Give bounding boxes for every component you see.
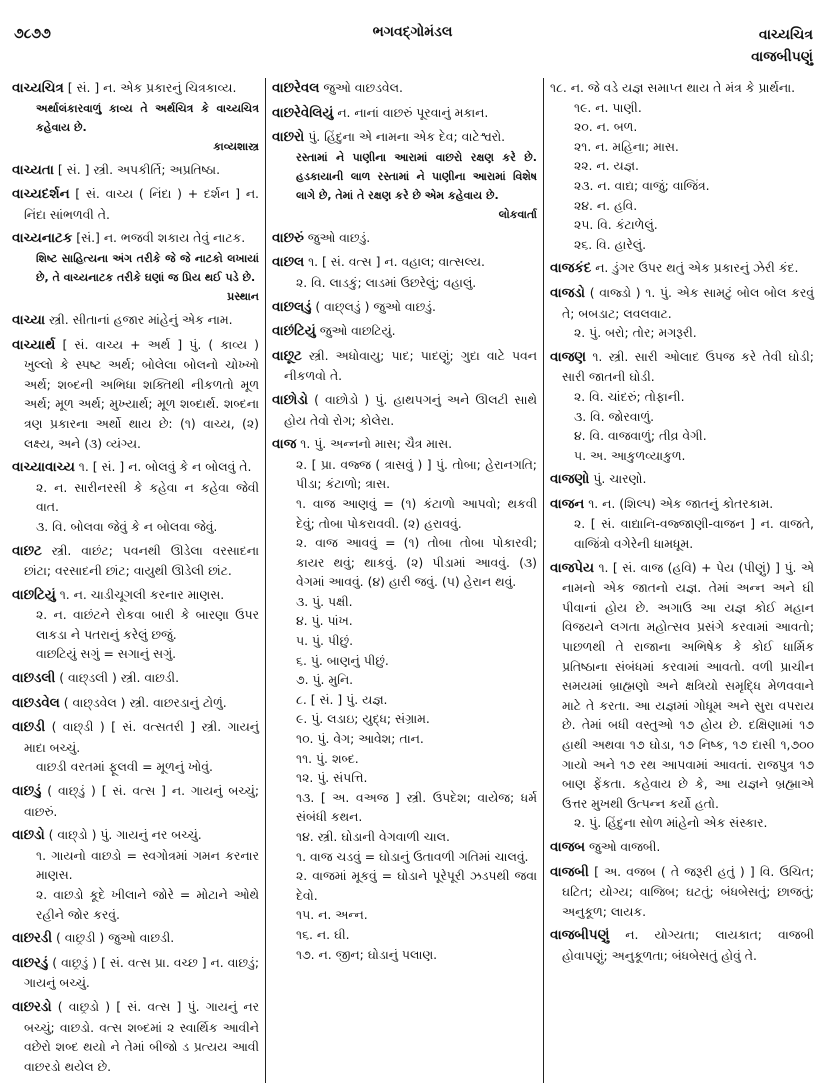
- definition: ૧. ન. ચાડીચૂગલી કરનાર માણસ.: [59, 586, 225, 602]
- sub-definition: ૨૬. વિ. હારેલું.: [574, 236, 647, 252]
- sub-definition: ૯. પું. લડાઇ; યુદ્ધ; સંગ્રામ.: [296, 711, 430, 727]
- definition: [સં.] ન. ભજવી શકાય તેવું નાટક.: [76, 230, 246, 246]
- dictionary-entry: [272, 252, 537, 292]
- dictionary-columns: [6, 78, 820, 1083]
- headword: વાછલ: [272, 255, 305, 271]
- dictionary-entry: [272, 321, 537, 342]
- dictionary-entry: [550, 283, 814, 343]
- definition: ન. ડુંગર ઉપર થતું એક પ્રકારનું ઝેરી કંદ.: [595, 260, 799, 276]
- sub-definition: ૨૪. ન. હવિ.: [574, 197, 638, 213]
- dictionary-entry: [12, 668, 259, 689]
- definition: [ સં. વાચ્ય ( નિંદા ) + દર્શન ] ન. નિંદા સાંભળવી તે.: [24, 186, 259, 222]
- headword: વાજ: [272, 437, 297, 453]
- guide-words: [751, 24, 813, 68]
- dictionary-entry: [272, 297, 537, 318]
- headword: વાછરડું: [12, 955, 49, 971]
- sub-definition: ૨. વિ. લાડકું; લાડમાં ઉછરેલું; વહાલું.: [296, 274, 477, 290]
- dictionary-entry: [12, 693, 259, 714]
- sub-definition: ૨. વાછડો કૂદે ખીલાને જોરે = મોટાને ઓથે રહીને જોર કરવું.: [36, 887, 259, 922]
- headword: વાચ્યદર્શન: [12, 187, 70, 203]
- definition: ૧. પું. અન્નનો માસ; ચૈત્ર માસ.: [300, 436, 453, 452]
- dictionary-entry: [12, 78, 259, 156]
- dictionary-entry: [550, 925, 814, 965]
- headword: વાજકંદ: [550, 261, 592, 277]
- headword: વાછરડી: [12, 931, 53, 947]
- guide-word-first: વાચ્યચિત્ર: [758, 27, 813, 43]
- headword: વાચ્યાર્થ: [12, 337, 56, 353]
- citation-quote: [24, 249, 259, 306]
- quote-text: અર્થાલંકારવાળું કાવ્ય તે અર્થચિત્ર કે વાચ્યચિત્ર કહેવાય છે.: [36, 101, 259, 134]
- headword: વાછડું: [12, 784, 42, 800]
- definition: ૧. [ સં. વાજ (હવિ) + પેય (પીણું) ] પું. એ નામનો એક જાતનો યજ્ઞ. તેમાં અન્ન અને ઘી પીવાનાં હોય છે. અગાઉ આ યજ્ઞ કોઈ મહાન વિજયને લગતા મહોત્સવ પ્રસંગે કરવામાં આવતો; પાછળથી તે રાજાના અભિષેક કે કોઈ ધાર્મિક પ્રતિષ્ઠાના સંબંધમાં કરવામાં આવતો. વળી પ્રાચીન સમયમાં બ્રાહ્મણો અને ક્ષત્રિયો સમૃદ્ધિ મેળવવાને માટે તે કરતા. આ યજ્ઞમાં ગોધૂમ અને સુરા વપરાય છે. તેમાં બધી વસ્તુઓ ૧૭ હોય છે. દક્ષિણામાં ૧૭ હાથી અથવા ૧૭ ઘોડા, ૧૭ નિષ્ક, ૧૭ દાસી ૧,૭૦૦ ગાયો અને ૧૭ રથ આપવામાં આવતાં. રાજપુત્ર ૧૭ બાણ ફેંકતા. કહેવાય છે કે, આ યજ્ઞને બ્રહ્માએ ઉત્તર મુખથી ઉત્પન્ન કર્યો હતો.: [562, 559, 814, 811]
- sub-definition: ૨. [ સં. વાદ્યાનિ-વજ્જાણી-વાજન ] ન. વાજતે, વાજિંત્રો વગેરેની ધામધૂમ.: [574, 516, 814, 552]
- dictionary-entry: [12, 717, 259, 777]
- sub-definition: ૩. વિ. જોરવાળું.: [574, 408, 655, 424]
- sub-definition: ૪. પું. પાંખ.: [296, 613, 353, 629]
- page-header: [0, 22, 825, 72]
- dictionary-entry: [272, 390, 537, 430]
- headword: વાજન: [550, 496, 585, 512]
- sub-definition: ૧. વાજ ચડવું = ઘોડાનું ઉતાવળી ગતિમાં ચાલવું.: [296, 848, 529, 864]
- dictionary-entry: [12, 228, 259, 306]
- dictionary-entry: [272, 103, 537, 124]
- headword: વાચ્યા: [12, 312, 46, 328]
- page-number: ૭૮૭૭: [14, 26, 51, 42]
- sub-definition: ૨. ન. વાછંટને રોકવા બારી કે બારણા ઉપર લાકડા ને પતરાનું કરેલું છજું.: [36, 607, 259, 642]
- quote-text: રસ્તામાં ને પાણીના આરામાં વાછરો રક્ષણ કરે છે. હડકાયાની લાળ રસ્તામાં ને પાણીના આરામાં વિશેષ લાગે છે, તેમાં તે રક્ષણ કરે છે એમ કહેવાય છે.: [296, 150, 537, 202]
- definition: જુઓ વાછડવેલ.: [323, 80, 403, 95]
- dictionary-entry: [272, 127, 537, 224]
- sub-definition: ૫. પું. પીછું.: [296, 633, 354, 649]
- headword: વાચ્યનાટક: [12, 231, 73, 247]
- definition: જુઓ વાછટિયું.: [319, 323, 396, 339]
- headword: વાજબીપણું: [550, 928, 610, 944]
- definition: ( વાછ્ડલી ) સ્ત્રી. વાછડી.: [59, 670, 180, 686]
- dictionary-entry: [12, 160, 259, 181]
- citation-source: લોકવાર્તા: [498, 207, 537, 221]
- sub-definition: ૧૩. [ અ. વઅજ ] સ્ત્રી. ઉપદેશ; વાયેજ; ધર્મ સંબંધી કથન.: [296, 789, 537, 825]
- sub-definition: ૨૦. ન. બળ.: [574, 119, 638, 135]
- headword: વાછરો: [272, 130, 305, 146]
- headword: વાજબી: [550, 864, 589, 880]
- headword: વાછરેવેલિયું: [272, 105, 334, 121]
- headword: વાછલડું: [272, 299, 312, 315]
- definition: ( વાછોડો ) પું. હાથપગનું અને ઊલટી સાથે હોય તેવો રોગ; કોલેરા.: [284, 391, 537, 428]
- dictionary-entry: [272, 346, 537, 386]
- dictionary-entry: [12, 997, 259, 1076]
- definition: પું. ચારણો.: [593, 471, 647, 487]
- sub-definition: ૧૫. ન. અન્ન.: [296, 907, 368, 923]
- definition: ૧. સ્ત્રી. સારી ઓલાદ ઉપજ કરે તેવી ઘોડી; સારી જાતની ઘોડી.: [562, 348, 814, 385]
- citation-source: પ્રસ્થાન: [227, 289, 259, 303]
- dictionary-entry: [550, 347, 814, 466]
- definition: સ્ત્રી. સીતાનાં હજાર માંહેનું એક નામ.: [49, 311, 233, 327]
- dictionary-entry: [12, 457, 259, 536]
- citation-quote: [24, 99, 259, 156]
- dictionary-entry: [12, 541, 259, 581]
- dictionary-entry: [12, 585, 259, 664]
- book-title: ભગવદ્ગોમંડલ: [372, 24, 453, 40]
- quote-text: શિષ્ટ સાહિત્યના અંગ તરીકે જે જે નાટકો લખાયાં છે, તે વાચ્યનાટક તરીકે ઘણાં જ પ્રિય થઈ પડે છે.: [36, 251, 259, 284]
- definition: જુઓ વાછડું.: [307, 229, 371, 245]
- dictionary-entry: [12, 953, 259, 993]
- headword: વાછંટિયું: [272, 324, 316, 340]
- definition: સ્ત્રી. વાછંટ; પવનથી ઊડેલા વરસાદના છાંટા; વરસાદની છાંટ; વાયુથી ઊડેલી છાંટ.: [24, 542, 259, 579]
- definition: ૧. [ સં. વત્સ ] ન. વહાલ; વાત્સલ્ય.: [308, 254, 485, 270]
- dictionary-entry: [550, 558, 814, 833]
- headword: વાછરેવલ: [272, 81, 320, 96]
- dictionary-entry: [550, 469, 814, 490]
- citation-quote: [284, 148, 537, 224]
- headword: વાછટિયું: [12, 587, 56, 603]
- sub-definition: ૨૧. ન. મહિના; માસ.: [574, 138, 679, 154]
- sub-definition: ૨. પું. બરો; તોર; મગરૂરી.: [574, 325, 697, 341]
- headword: વાજડો: [550, 285, 585, 301]
- sub-definition: વાછટિયું સગું = સગાનું સગું.: [36, 646, 177, 662]
- headword: વાછડલી: [12, 671, 56, 687]
- headword: વાચ્યાવાચ્ય: [12, 460, 75, 476]
- sub-definition: ૨૫. વિ. કંટાળેલું.: [574, 217, 658, 233]
- sub-definition: ૧૬. ન. ઘી.: [296, 926, 350, 942]
- headword: વાચ્યતા: [12, 162, 54, 178]
- sub-definition: ૪. વિ. વાજવાળું; તીવ્ર વેગી.: [574, 428, 707, 444]
- sub-definition: ૬. પું. બાણનું પીછું.: [296, 652, 389, 668]
- definition: જુઓ વાજબી.: [589, 838, 661, 854]
- headword: વાછોડો: [272, 392, 309, 408]
- definition: પું. હિંદુના એ નામના એક દેવ; વાટેશ્વરો.: [308, 129, 506, 145]
- dictionary-entry: [12, 825, 259, 924]
- definition: ન. યોગ્યતા; લાયકાત; વાજબી હોવાપણું; અનુકૂળતા; બંધબેસતું હોવું તે.: [562, 927, 814, 963]
- sub-definition: ૧૪. સ્ત્રી. ઘોડાની વેગવાળી ચાલ.: [296, 829, 450, 844]
- sub-definition: ૧૧. પું. શબ્દ.: [296, 750, 359, 766]
- sub-definition: ૩. વિ. બોલવા જેવું કે ન બોલવા જેવું.: [36, 518, 218, 534]
- headword: વાજપેય: [550, 560, 594, 576]
- dictionary-entry: [12, 310, 259, 331]
- citation-source: કાવ્યશાસ્ત્ર: [213, 139, 259, 153]
- sub-definition: ૨. વાજ આવવું = (૧) તોબા તોબા પોકારવી; કાયર થવું; થાકવું. (૨) પીડામાં આવવું. (૩) વેગમાં આવવું. (૪) હારી જવું. (૫) હેરાન થવું.: [296, 535, 537, 590]
- sub-definition: ૩. પું. પક્ષી.: [296, 593, 353, 609]
- definition: ન. નાનાં વાછરું પૂરવાનું મકાન.: [337, 104, 489, 120]
- sub-definition: ૧૯. ન. પાણી.: [574, 99, 642, 115]
- definition: [ અ. વજબ ( તે જરૂરી હતું ) ] વિ. ઉચિત; ઘટિત; યોગ્ય; વાજિબ; ઘટતું; બંધબેસતું; છાજતું; અનુકૂળ; લાયક.: [562, 863, 814, 919]
- headword: વાછરું: [272, 230, 304, 246]
- definition: ૧૮. ન. જે વડે યજ્ઞ સમાપ્ત થાય તે મંત્ર કે પ્રાર્થના.: [550, 80, 796, 95]
- dictionary-entry: [550, 837, 814, 858]
- sub-definition: ૧૭. ન. જીન; ઘોડાનું પલાણ.: [296, 946, 438, 962]
- sub-definition: ૧. વાજ આણવું = (૧) કંટાળો આપવો; થકવી દેવું; તોબા પોકરાવવી. (૨) હરાવવું.: [296, 495, 537, 531]
- definition: [ સં. ] સ્ત્રી. અપકીર્તિ; અપ્રતિષ્ઠા.: [57, 161, 221, 177]
- definition: ( વાછ્ડી ) [ સં. વત્સતરી ] સ્ત્રી. ગાયનું માદા બચ્ચું.: [24, 719, 259, 755]
- sub-definition: ૮. [ સં. ] પું. યજ્ઞ.: [296, 691, 388, 707]
- sub-definition: ૧૦. પું. વેગ; આવેશ; તાન.: [296, 731, 424, 747]
- definition: ૧. [ સં. ] ન. બોલવું કે ન બોલવું તે.: [78, 459, 252, 475]
- definition: ૧. ન. (શિલ્પ) એક જાતનું કોતરકામ.: [588, 495, 774, 511]
- sub-definition: ૨. પું. હિંદુના સોળ માંહેનો એક સંસ્કાર.: [574, 815, 768, 831]
- definition: ( વાછ્રડી ) જુઓ વાછડી.: [56, 930, 175, 946]
- headword: વાજણો: [550, 472, 590, 488]
- dictionary-entry: [550, 862, 814, 922]
- dictionary-entry: [550, 258, 814, 279]
- headword: વાજણ: [550, 349, 586, 365]
- dictionary-entry: [272, 228, 537, 249]
- definition: ( વાછ્રડું ) [ સં. વત્સ પ્રા. વચ્છ ] ન. વાછડું; ગાયનું બચ્ચું.: [24, 954, 259, 991]
- definition: ( વાજ્ડો ) ૧. પું. એક સામટું બોલ બોલ કરવું તે; બબડાટ; લવલવાટ.: [562, 284, 814, 321]
- headword: વાછરડો: [12, 999, 52, 1015]
- headword: વાછડો: [12, 828, 45, 844]
- sub-definition: ૫. અ. આકુળવ્યાકુળ.: [574, 447, 686, 463]
- dictionary-entry: [550, 78, 814, 254]
- dictionary-entry: [12, 928, 259, 949]
- dictionary-entry: [12, 781, 259, 821]
- definition: ( વાછ્ડવેલ ) સ્ત્રી. વાછરડાનું ટોળું.: [63, 694, 227, 710]
- dictionary-entry: [12, 335, 259, 454]
- dictionary-entry: [272, 434, 537, 964]
- definition: સ્ત્રી. અધોવાયુ; પાદ; પાદણું; ગુદા વાટે પવન નીકળવો તે.: [284, 347, 537, 384]
- sub-definition: ૨. ન. સારીનરસી કે કહેવા ન કહેવા જેવી વાત.: [36, 479, 259, 515]
- column-3: [544, 78, 820, 1083]
- sub-definition: ૨. વિ. ચાંદરું; તોફાની.: [574, 388, 685, 404]
- headword: વાચ્યચિત્ર: [12, 81, 64, 96]
- headword: વાછૂટ: [272, 348, 302, 364]
- guide-word-last: વાજબીપણું: [751, 49, 813, 65]
- sub-definition: ૨. [ પ્રા. વજ્જ ( ત્રાસવું ) ] પું. તોબા; હેરાનગતિ; પીડા; કંટાળો; ત્રાસ.: [296, 456, 537, 492]
- headword: વાજબ: [550, 839, 586, 855]
- headword: વાછડી: [12, 720, 46, 736]
- definition: [ સં. ] ન. એક પ્રકારનું ચિત્રકાવ્ય.: [67, 80, 237, 95]
- sub-definition: ૨. વાજમાં મૂકવું = ઘોડાને પૂરેપૂરી ઝડપથી જવા દેવો.: [296, 868, 537, 903]
- headword: વાછડવેલ: [12, 695, 60, 711]
- dictionary-entry: [272, 78, 537, 99]
- definition: ( વાછ્ડો ) પું. ગાયનું નર બચ્ચું.: [48, 827, 202, 843]
- sub-definition: વાછડી વરતમાં ફૂલવી = મૂળનું ખોવું.: [36, 759, 213, 775]
- headword: વાછટ: [12, 543, 42, 559]
- sub-definition: ૨૨. ન. યજ્ઞ.: [574, 158, 639, 174]
- definition: ( વાછ્ડું ) [ સં. વત્સ ] ન. ગાયનું બચ્ચું; વાછરું.: [24, 783, 259, 819]
- definition: [ સં. વાચ્ય + અર્થ ] પું. ( કાવ્ય ) ખુલ્લો કે સ્પષ્ટ અર્થ; બોલેલા બોલનો ચોખ્ખો અર્થ; શબ્દની અભિધા શક્તિથી નીકળતો મૂળ અર્થ; મૂળ અર્થ; મુખ્યાર્થ; મૂળ શબ્દાર્થ. શબ્દના ત્રણ પ્રકારના અર્થો થાય છે: (૧) વાચ્ય, (૨) લક્ષ્ય, અને (૩) વ્યંગ્ય.: [24, 336, 259, 451]
- dictionary-entry: [550, 494, 814, 554]
- column-1: [6, 78, 266, 1083]
- sub-definition: ૧. ગાયનો વાછડો = સ્વગોત્રમાં ગમન કરનાર માણસ.: [36, 847, 259, 883]
- definition: ( વાછ્રડો ) [ સં. વત્સ ] પું. ગાયનું નર બચ્ચું; વાછડો. વત્સ શબ્દમાં ૨ સ્વાર્થિક આવીને વછેરો શબ્દ થયો ને તેમાં બીજો ડ પ્રત્યય આવી વાછરડો થયેલ છે.: [24, 998, 259, 1074]
- definition: ( વાછ્લડું ) જુઓ વાછડું.: [315, 298, 436, 314]
- dictionary-entry: [12, 184, 259, 224]
- sub-definition: ૭. પું. મુનિ.: [296, 672, 354, 688]
- column-2: [266, 78, 544, 1083]
- sub-definition: ૨૩. ન. વાદ્ય; વાજું; વાજિંત્ર.: [574, 177, 710, 193]
- sub-definition: ૧૨. પું. સંપત્તિ.: [296, 770, 368, 786]
